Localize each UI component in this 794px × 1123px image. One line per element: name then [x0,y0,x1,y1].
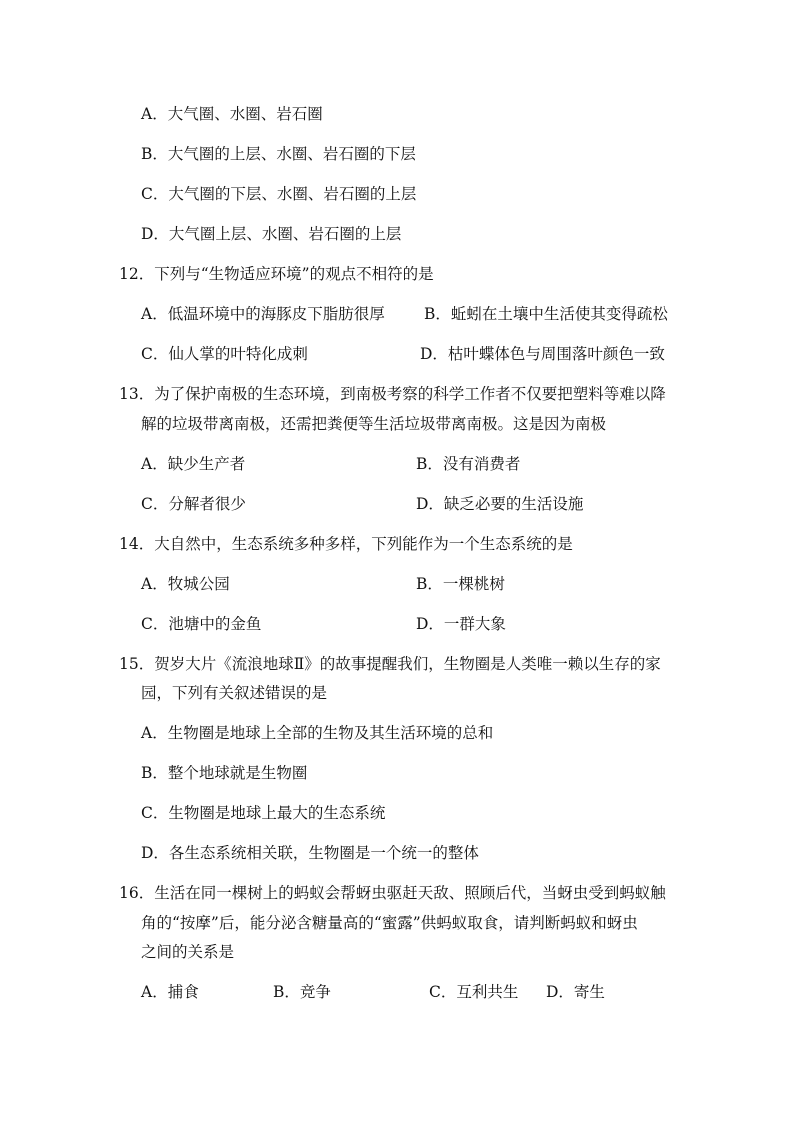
q14-stem: 14．大自然中，生态系统多种多样，下列能作为一个生态系统的是 [119,535,573,553]
q14-option-a: A．牧城公园 [141,575,230,593]
q15-stem-line1: 15．贺岁大片《流浪地球Ⅱ》的故事提醒我们，生物圈是人类唯一赖以生存的家 [119,655,661,673]
q16-stem-line1: 16．生活在同一棵树上的蚂蚁会帮蚜虫驱赶天敌、照顾后代，当蚜虫受到蚂蚁触 [119,884,666,902]
q12-option-b: B．蚯蚓在土壤中生活使其变得疏松 [424,305,668,323]
q16-option-c: C．互利共生 [429,983,519,1001]
q14-option-c: C．池塘中的金鱼 [141,615,262,633]
q15-option-b: B．整个地球就是生物圈 [141,764,308,782]
q16-option-d: D．寄生 [546,983,605,1001]
q12-option-d: D．枯叶蝶体色与周围落叶颜色一致 [420,345,665,363]
q13-option-d: D．缺乏必要的生活设施 [416,495,584,513]
q12-option-c: C．仙人掌的叶特化成刺 [141,345,308,363]
q16-stem-line2: 角的“按摩”后，能分泌含糖量高的“蜜露”供蚂蚁取食，请判断蚂蚁和蚜虫 [141,914,638,932]
q16-option-a: A．捕食 [141,983,199,1001]
q13-stem-line2: 解的垃圾带离南极，还需把粪便等生活垃圾带离南极。这是因为南极 [141,415,607,433]
q14-option-d: D．一群大象 [416,615,506,633]
q15-stem-line2: 园，下列有关叙述错误的是 [141,684,328,702]
q11-option-b: B．大气圈的上层、水圈、岩石圈的下层 [141,145,416,163]
q12-option-a: A．低温环境中的海豚皮下脂肪很厚 [141,305,385,323]
q11-option-d: D．大气圈上层、水圈、岩石圈的上层 [141,225,402,243]
q13-option-a: A．缺少生产者 [141,455,246,473]
q16-stem-line3: 之间的关系是 [141,943,235,961]
q13-option-c: C．分解者很少 [141,495,246,513]
q16-option-b: B．竞争 [273,983,331,1001]
q11-option-c: C．大气圈的下层、水圈、岩石圈的上层 [141,185,417,203]
q13-stem-line1: 13．为了保护南极的生态环境，到南极考察的科学工作者不仅要把塑料等难以降 [119,385,666,403]
q14-option-b: B．一棵桃树 [416,575,505,593]
q15-option-d: D．各生态系统相关联，生物圈是一个统一的整体 [141,844,479,862]
q11-option-a: A．大气圈、水圈、岩石圈 [141,105,323,123]
q13-option-b: B．没有消费者 [416,455,521,473]
q15-option-c: C．生物圈是地球上最大的生态系统 [141,804,386,822]
q15-option-a: A．生物圈是地球上全部的生物及其生活环境的总和 [141,724,494,742]
q12-stem: 12．下列与“生物适应环境”的观点不相符的是 [119,265,434,283]
